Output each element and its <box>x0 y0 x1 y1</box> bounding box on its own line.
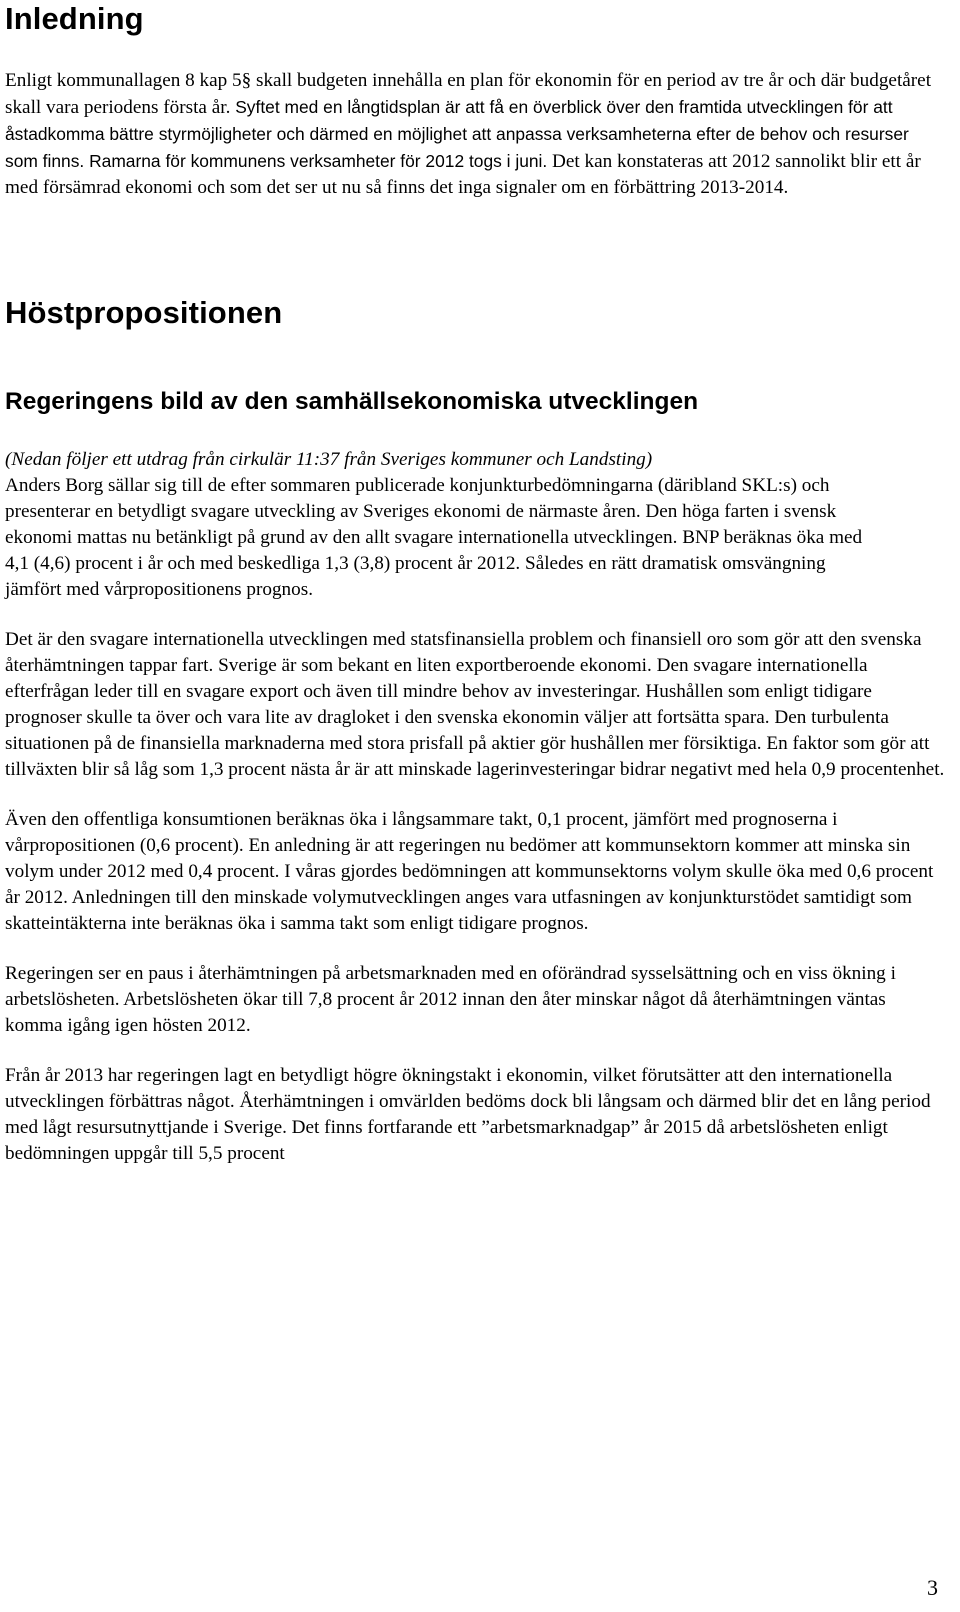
excerpt-paragraph-4: Regeringen ser en paus i återhämtningen på arbetsmarknaden med en oförändrad sysselsättning och en viss ökning i arbetslösheten. Arbetslösheten ökar till 7,8 procent år 2012 innan den åter minskar något då återhämtningen väntas komma igång igen hösten 2012. <box>5 963 896 1036</box>
excerpt-paragraph-1-text: Anders Borg sällar sig till de efter sommaren publicerade konjunkturbedömningarna (däribland SKL:s) och presenterar en betydligt svagare utveckling av Sveriges ekonomi de närmaste åren. Den höga farten i svensk ekonomi mattas nu betänkligt på grund av den allt svagare internationella utvecklingen. BNP beräknas öka med 4,1 (4,6) procent i år och med beskedliga 1,3 (3,8) procent år 2012. Således en rätt dramatisk omsvängning jämfört med vårpropositionens prognos. <box>5 475 863 600</box>
section-heading-hostpropositionen: Höstpropositionen <box>5 295 283 330</box>
page-number: 3 <box>927 1575 938 1600</box>
excerpt-paragraph-1 <box>5 447 865 603</box>
intro-text-part-1: Enligt kommunallagen 8 kap 5§ skall budgeten innehålla en plan för ekonomin för en period av tre år och där budgetåret skall vara periodens första år. <box>5 70 932 118</box>
section-heading-inledning: Inledning <box>5 1 144 36</box>
excerpt-paragraph-2: Det är den svagare internationella utvecklingen med statsfinansiella problem och finansiell oro som gör att den svenska återhämtningen tappar fart. Sverige är som bekant en liten exportberoende ekonomi. Den svagare internationella efterfrågan leder till en svagare export och även till mindre behov av investeringar. Hushållen som enligt tidigare prognoser skulle ta över och vara lite av dragloket i den svenska ekonomin väljer att fortsätta spara. Den turbulenta situationen på de finansiella marknaderna med stora prisfall på aktier gör hushållen mer försiktiga. En faktor som gör att tillväxten blir så låg som 1,3 procent nästa år är att minskade lagerinvesteringar bidrar negativt med hela 0,9 procentenhet. <box>5 629 945 780</box>
subsection-heading: Regeringens bild av den samhällsekonomiska utvecklingen <box>5 388 699 415</box>
excerpt-paragraph-3: Även den offentliga konsumtionen beräknas öka i långsammare takt, 0,1 procent, jämfört med prognoserna i vårpropositionen (0,6 procent). En anledning är att regeringen nu bedömer att kommunsektorn kommer att minska sin volym under 2012 med 0,4 procent. I våras gjordes bedömningen att kommunsektorns volym skulle öka med 0,6 procent år 2012. Anledningen till den minskade volymutvecklingen anges vara utfasningen av konjunkturstödet samtidigt som skatteintäkterna inte beräknas öka i samma takt som enligt tidigare prognos. <box>5 809 934 934</box>
excerpt-paragraph-5: Från år 2013 har regeringen lagt en betydligt högre ökningstakt i ekonomin, vilket förutsätter att den internationella utvecklingen förbättras något. Återhämtningen i omvärlden bedöms dock bli långsam och därmed blir det en lång period med lågt resursutnyttjande i Sverige. Det finns fortfarande ett ”arbetsmarknadgap” år 2015 då arbetslösheten enligt bedömningen uppgår till 5,5 procent <box>5 1065 931 1164</box>
document-page <box>5 0 947 1167</box>
intro-text-part-2: Syftet med en långtidsplan är att få en överblick över den framtida utvecklingen för att åstadkomma bättre styrmöjligheter och därmed en möjlighet att anpassa verksamheterna efter de behov och resurser som finns. Ramarna för kommunens verksamheter för 2012 togs i juni. <box>5 97 909 171</box>
intro-paragraph <box>5 68 935 201</box>
source-note: (Nedan följer ett utdrag från cirkulär 11:37 från Sveriges kommuner och Landsting) <box>5 449 653 470</box>
intro-text-part-3: Det kan konstateras att 2012 sannolikt blir ett år med försämrad ekonomi och som det ser ut nu så finns det inga signaler om en förbättring 2013-2014. <box>5 151 921 198</box>
